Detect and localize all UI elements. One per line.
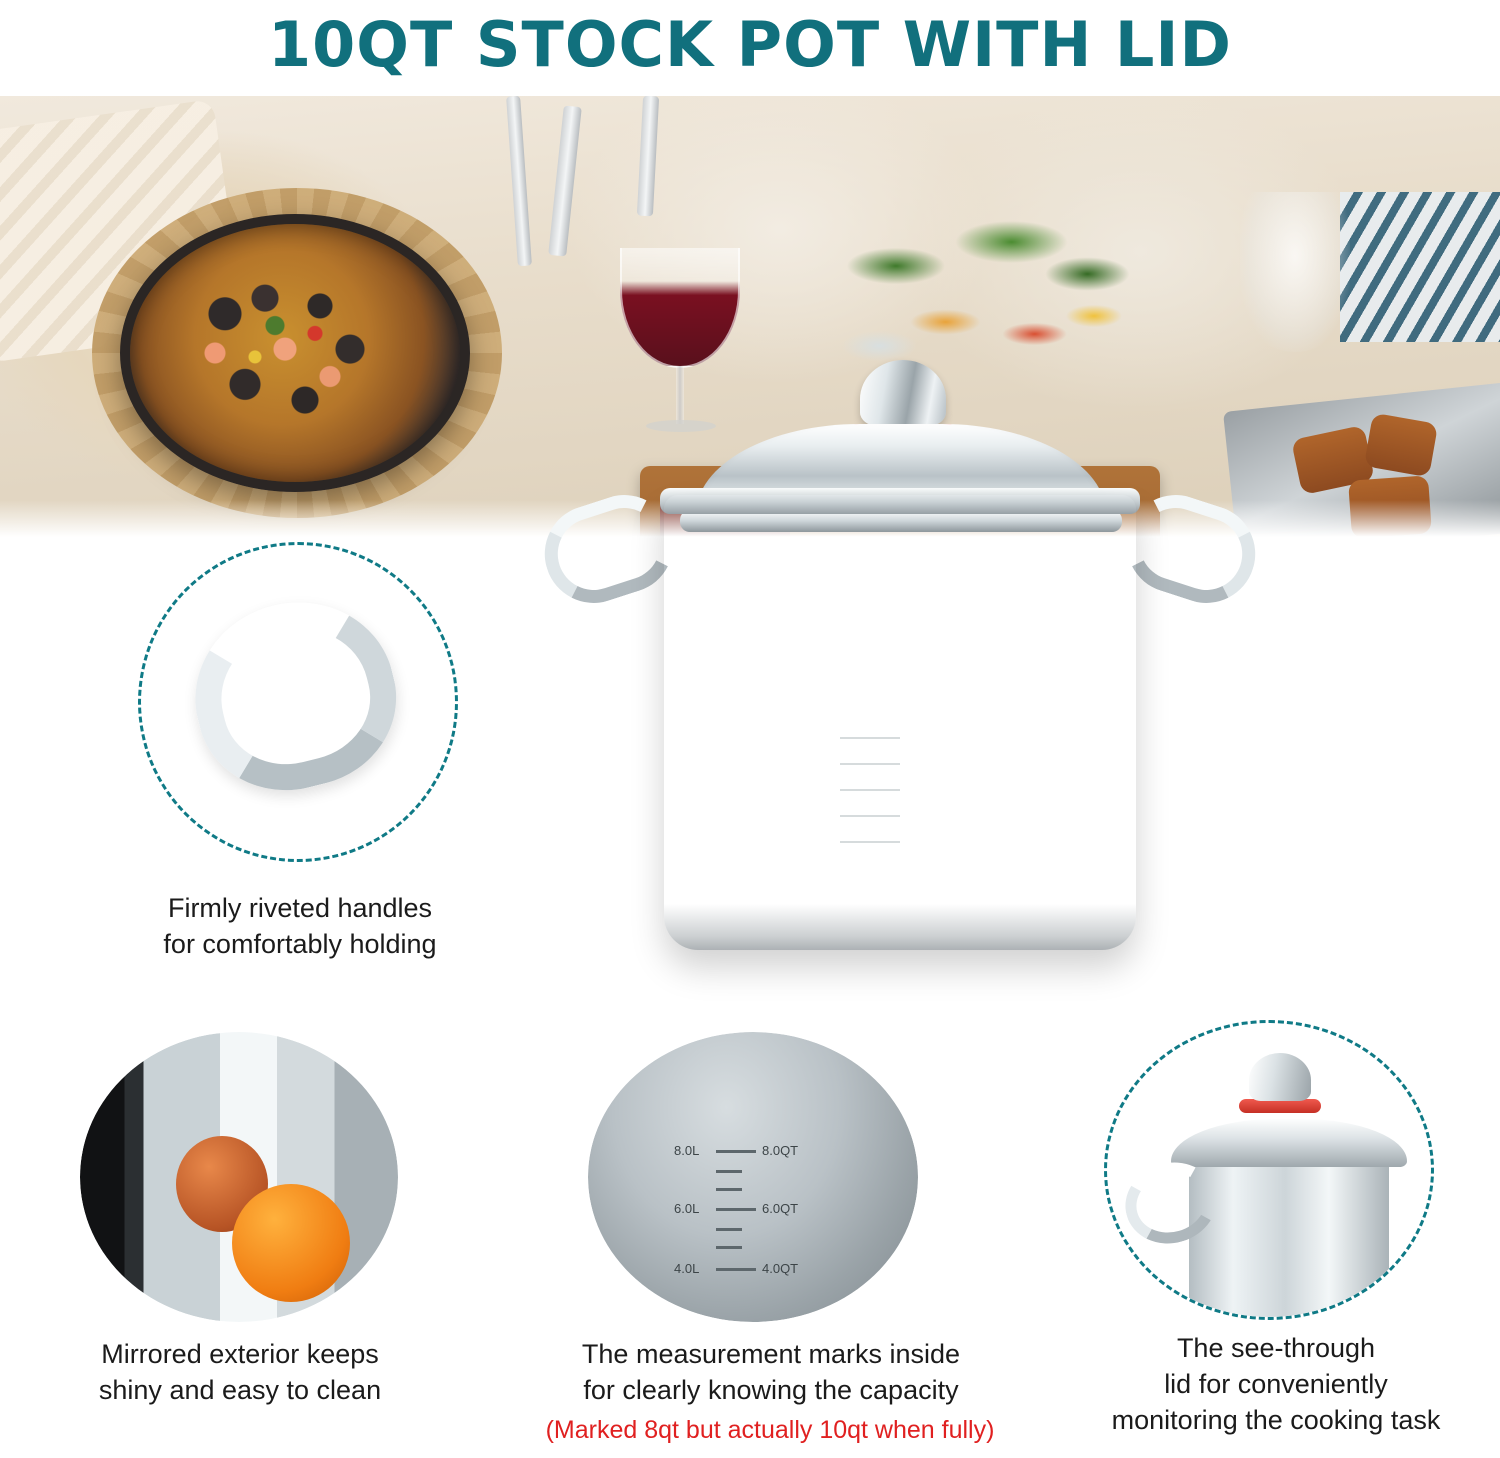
scale-tick xyxy=(716,1268,756,1271)
scale-tick xyxy=(716,1246,742,1249)
glass-lid-closeup xyxy=(1171,1119,1407,1167)
feature-caption-riveted-handles xyxy=(80,890,520,962)
orange-fruit xyxy=(232,1184,350,1302)
mirror-reflection-oranges xyxy=(80,1032,398,1322)
caption-line-3: monitoring the cooking task xyxy=(1111,1405,1441,1435)
scale-label-imperial: 8.0QT xyxy=(762,1143,799,1158)
caption-line-2: for comfortably holding xyxy=(163,929,437,959)
feature-image-measurement xyxy=(588,1032,918,1322)
wine-glass-secondary xyxy=(1240,192,1350,352)
pot-measurement-marks xyxy=(840,737,900,867)
scale-tick xyxy=(716,1188,742,1191)
scale-tick xyxy=(716,1208,756,1211)
interior-measurement-scale xyxy=(588,1032,918,1322)
stock-pot-image xyxy=(540,350,1260,980)
caption-line-1: Firmly riveted handles xyxy=(167,893,433,923)
scale-label-imperial: 4.0QT xyxy=(762,1261,799,1276)
pot-body xyxy=(664,495,1136,950)
lid-knob xyxy=(1249,1053,1311,1101)
feature-caption-mirrored-exterior xyxy=(40,1336,440,1408)
scale-label-metric: 6.0L xyxy=(674,1201,700,1216)
caption-line-1: Mirrored exterior keeps xyxy=(101,1339,379,1369)
caption-line-2: for clearly knowing the capacity xyxy=(583,1375,959,1405)
meat-piece xyxy=(1364,413,1438,478)
feature-image-handle-closeup xyxy=(138,542,458,862)
measurement-note: (Marked 8qt but actually 10qt when fully) xyxy=(545,1416,995,1444)
red-silicone-ring xyxy=(1239,1099,1321,1113)
handle-closeup xyxy=(176,582,415,810)
scale-tick xyxy=(716,1170,742,1173)
feature-caption-see-through-lid xyxy=(1066,1330,1486,1438)
paella-pan xyxy=(120,214,470,492)
pot-closeup xyxy=(1189,1143,1389,1320)
caption-line-2: shiny and easy to clean xyxy=(98,1375,382,1405)
lid-knob xyxy=(860,360,946,426)
scale-label-metric: 8.0L xyxy=(674,1143,700,1158)
caption-line-1: The measurement marks inside xyxy=(581,1339,961,1369)
scale-tick xyxy=(716,1228,742,1231)
page-title: 10QT STOCK POT WITH LID xyxy=(268,8,1232,81)
caption-line-1: The see-through xyxy=(1176,1333,1376,1363)
scale-tick xyxy=(716,1150,756,1153)
feature-image-glass-lid xyxy=(1104,1020,1434,1320)
striped-towel xyxy=(1340,192,1500,342)
measurement-scale xyxy=(674,1136,836,1296)
scale-label-metric: 4.0L xyxy=(674,1261,700,1276)
caption-line-2: lid for conveniently xyxy=(1164,1369,1388,1399)
scale-label-imperial: 6.0QT xyxy=(762,1201,799,1216)
feature-image-mirror xyxy=(80,1032,398,1322)
feature-caption-measurement-marks xyxy=(536,1336,1006,1408)
